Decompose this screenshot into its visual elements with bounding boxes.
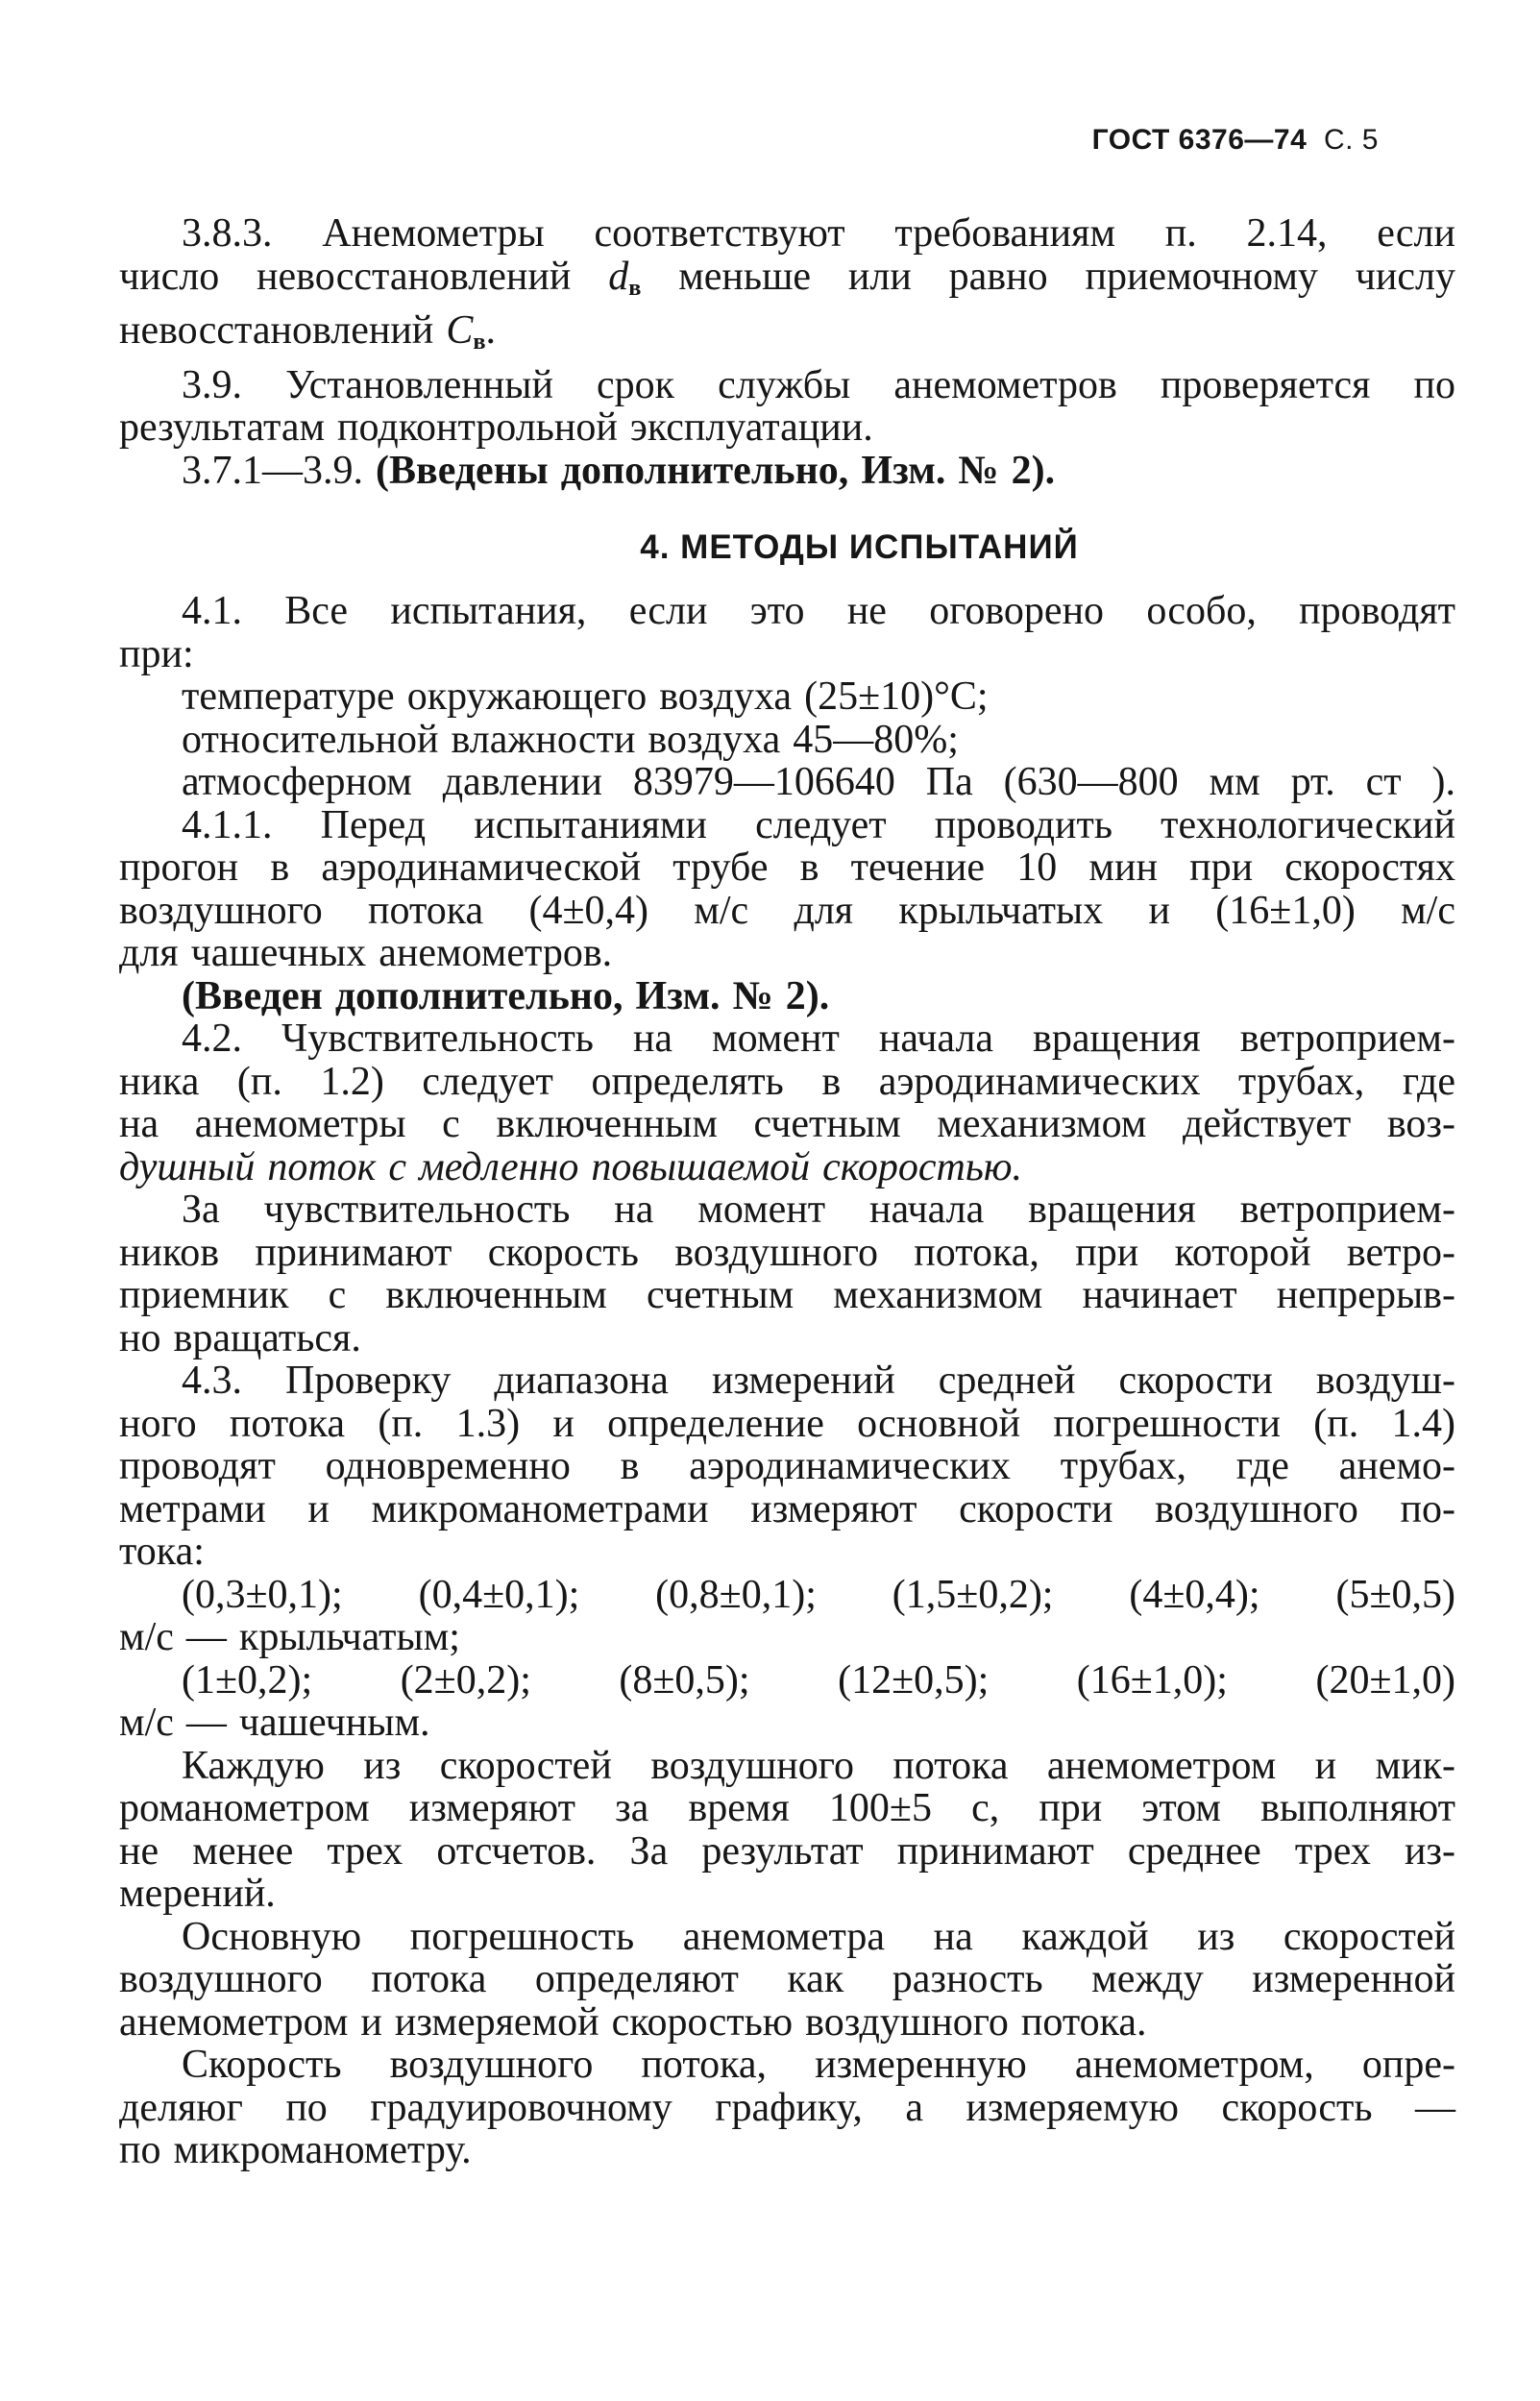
- page-number-label: С. 5: [1323, 124, 1379, 156]
- text-line: [119, 761, 1455, 804]
- text-segment: 4.3. Проверку диапазона измерений средней скорости воздуш-: [182, 1359, 1455, 1403]
- text-segment: деляюг по градуировочному графику, а измеряемую скорость —: [119, 2085, 1455, 2130]
- text-line: [119, 406, 1455, 450]
- text-line: [119, 1445, 1455, 1488]
- text-segment: число невосстановлений: [119, 254, 609, 299]
- text-line: [119, 309, 1455, 364]
- text-line: [119, 846, 1455, 890]
- text-segment: в: [473, 329, 486, 355]
- text-segment: романометром измеряют за время 100±5 с, при этом выполняют: [119, 1786, 1455, 1830]
- text-segment: относительной влажности воздуха 45—80%;: [182, 717, 959, 762]
- text-segment: для чашечных анемометров.: [119, 931, 613, 975]
- text-line: [119, 2129, 1455, 2172]
- text-segment: ника (п. 1.2) следует определять в аэродинамических трубах, где: [119, 1059, 1455, 1104]
- text-segment: воздушного потока определяют как разность между измеренной: [119, 1957, 1455, 2001]
- text-line: [119, 1873, 1455, 1916]
- text-line: [119, 932, 1455, 975]
- text-segment: Скорость воздушного потока, измеренную анемометром, опре-: [182, 2043, 1455, 2087]
- text-line: [119, 1232, 1455, 1275]
- text-segment: 3.9. Установленный срок службы анемометров проверяется по: [182, 362, 1455, 407]
- text-segment: м/с — крыльчатым;: [119, 1615, 460, 1659]
- text-line: [119, 975, 1455, 1018]
- text-segment: За чувствительность на момент начала вращения ветроприем-: [182, 1188, 1455, 1232]
- text-line: [119, 1702, 1455, 1745]
- text-segment: не менее трех отсчетов. За результат принимают среднее трех из-: [119, 1828, 1455, 1874]
- text-segment: при:: [119, 631, 194, 676]
- text-segment: 3.8.3. Анемометры соответствуют требованиям п. 2.14, если: [182, 211, 1455, 256]
- text-segment: воздушного потока (4±0,4) м/с для крыльчатых и (16±1,0) м/с: [119, 888, 1455, 933]
- page-number: [1315, 124, 1379, 156]
- text-segment: м/с — чашечным.: [119, 1701, 430, 1745]
- text-line: [119, 212, 1455, 256]
- text-segment: температуре окружающего воздуха (25±10)°С;: [182, 674, 989, 719]
- text-line: [119, 590, 1455, 633]
- text-segment: меньше или равно приемочному числу: [641, 254, 1455, 299]
- text-line: [119, 1531, 1455, 1574]
- text-segment: 4.1.1. Перед испытаниями следует проводить технологический: [182, 802, 1455, 847]
- text-segment: (1±0,2); (2±0,2); (8±0,5); (12±0,5); (16±1,0); (20±1,0): [182, 1657, 1455, 1703]
- text-segment: 3.7.1—3.9.: [182, 448, 377, 493]
- text-segment: (Введены дополнительно, Изм. № 2).: [376, 448, 1056, 493]
- paragraph-block-methods: [119, 590, 1455, 2172]
- text-segment: тока:: [119, 1530, 205, 1574]
- text-line: [119, 1188, 1455, 1232]
- text-segment: душный поток с медленно повышаемой скоростью.: [119, 1144, 1023, 1189]
- text-segment: по микроманометру.: [119, 2128, 472, 2172]
- text-line: [119, 1403, 1455, 1446]
- text-line: [119, 1616, 1455, 1659]
- section-heading: 4. МЕТОДЫ ИСПЫТАНИЙ: [640, 528, 1079, 566]
- text-line: [119, 2001, 1455, 2045]
- text-line: [119, 1360, 1455, 1403]
- text-line: [119, 1103, 1455, 1146]
- text-line: [119, 1659, 1455, 1703]
- text-segment: на анемометры с включенным счетным механизмом действует воз-: [119, 1102, 1455, 1146]
- text-segment: метрами и микроманометрами измеряют скорости воздушного по-: [119, 1486, 1455, 1531]
- text-line: [119, 1787, 1455, 1830]
- text-segment: прогон в аэродинамической трубе в течение 10 мин при скоростях: [119, 845, 1455, 890]
- text-segment: 4.1. Все испытания, если это не оговорено особо, проводят: [182, 589, 1455, 633]
- text-segment: 4.2. Чувствительность на момент начала вращения ветроприем-: [182, 1017, 1455, 1061]
- text-segment: (Введен дополнительно, Изм. № 2).: [182, 973, 830, 1018]
- text-line: [119, 1830, 1455, 1874]
- text-segment: анемометром и измеряемой скоростью воздушного потока.: [119, 1999, 1147, 2045]
- paragraph-block-intro: [119, 212, 1455, 492]
- text-line: [119, 1574, 1455, 1617]
- text-line: [119, 719, 1455, 762]
- text-segment: в: [628, 274, 642, 301]
- text-segment: атмосферном давлении 83979—106640 Па (630—800 мм рт. ст ).: [182, 760, 1455, 804]
- text-segment: .: [485, 308, 496, 354]
- text-line: [119, 364, 1455, 407]
- text-line: [119, 675, 1455, 719]
- text-line: [119, 890, 1455, 933]
- text-line: [119, 1745, 1455, 1788]
- text-segment: но вращаться.: [119, 1315, 361, 1360]
- text-line: [119, 256, 1455, 310]
- text-line: [119, 1061, 1455, 1104]
- text-segment: ников принимают скорость воздушного потока, при которой ветро-: [119, 1230, 1455, 1275]
- text-segment: проводят одновременно в аэродинамических трубах, где анемо-: [119, 1444, 1455, 1488]
- text-segment: d: [608, 254, 629, 299]
- text-segment: Каждую из скоростей воздушного потока анемометром и мик-: [182, 1743, 1455, 1788]
- text-line: [119, 1274, 1455, 1317]
- text-segment: (0,3±0,1); (0,4±0,1); (0,8±0,1); (1,5±0,2); (4±0,4); (5±0,5): [182, 1572, 1455, 1617]
- text-segment: мерений.: [119, 1872, 276, 1916]
- text-line: [119, 1958, 1455, 2001]
- text-segment: приемник с включенным счетным механизмом начинает непрерыв-: [119, 1273, 1455, 1317]
- text-segment: Основную погрешность анемометра на каждой из скоростей: [182, 1914, 1455, 1959]
- text-line: [119, 633, 1455, 676]
- text-line: [119, 2044, 1455, 2087]
- text-line: [119, 1488, 1455, 1531]
- text-segment: невосстановлений: [119, 308, 447, 354]
- text-line: [119, 1916, 1455, 1959]
- text-segment: результатам подконтрольной эксплуатации.: [119, 405, 873, 451]
- text-line: [119, 1317, 1455, 1360]
- document-number: ГОСТ 6376—74: [1091, 124, 1308, 156]
- text-line: [119, 1017, 1455, 1061]
- text-line: [119, 450, 1455, 493]
- text-line: [119, 2087, 1455, 2130]
- page-header: [1092, 121, 1379, 159]
- text-segment: С: [446, 308, 474, 354]
- text-segment: ного потока (п. 1.3) и определение основной погрешности (п. 1.4): [119, 1401, 1455, 1446]
- text-line: [119, 1146, 1455, 1189]
- text-line: [119, 804, 1455, 847]
